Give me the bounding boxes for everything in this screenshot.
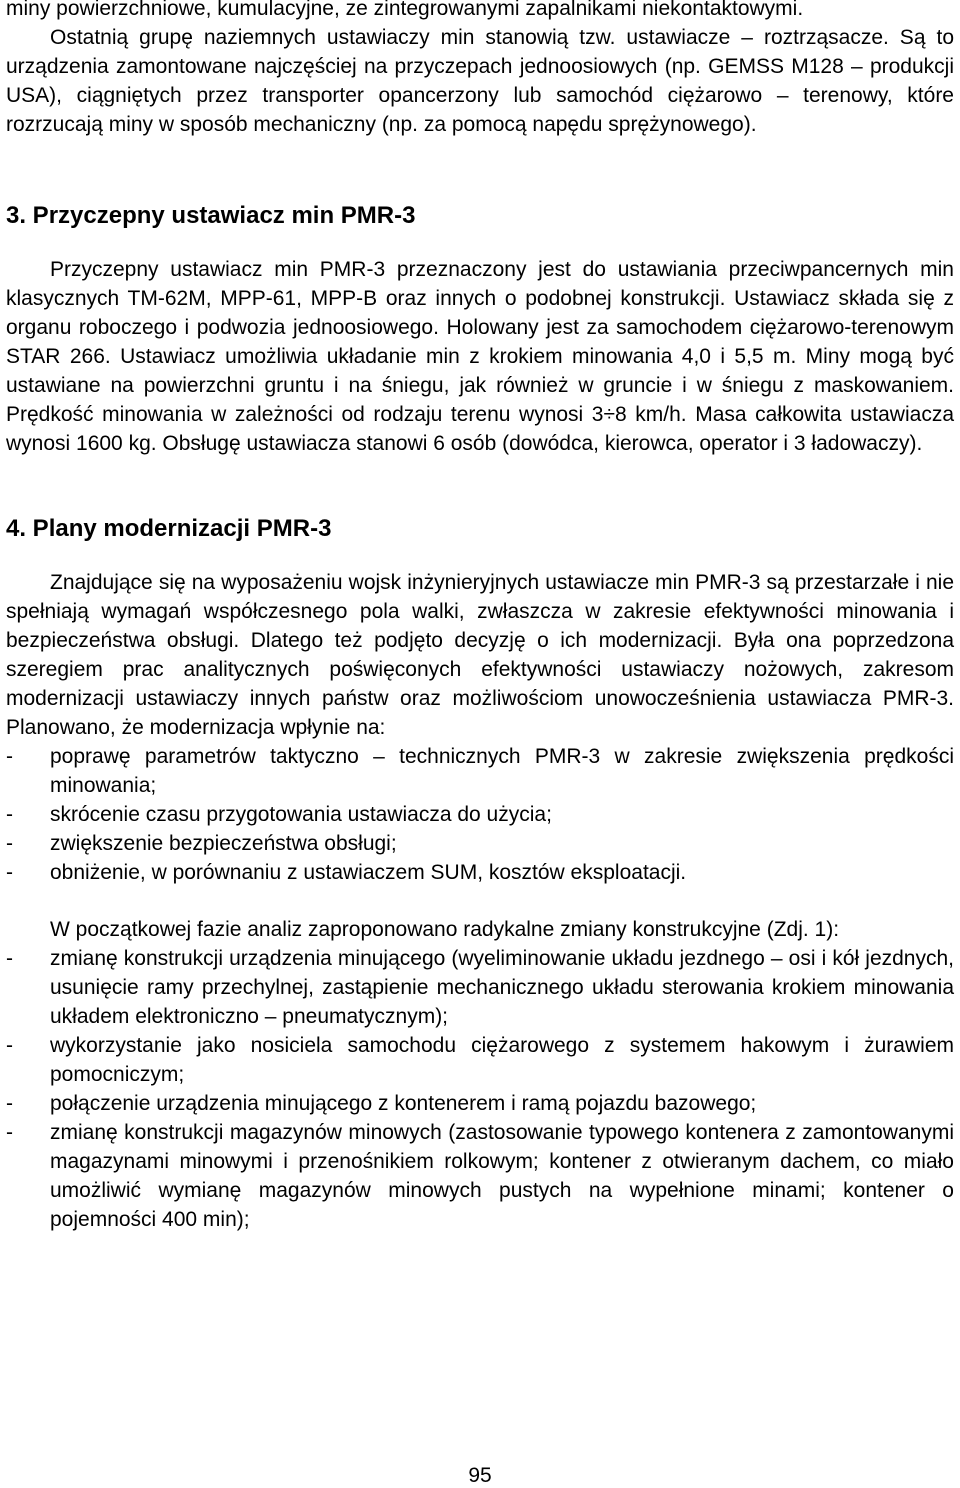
section-3-heading: 3. Przyczepny ustawiacz min PMR-3 <box>6 202 416 229</box>
list-item <box>6 742 954 800</box>
list-item <box>6 1118 954 1234</box>
dash-bullet: - <box>6 745 13 768</box>
section-4-paragraph-2: W początkowej fazie analiz zaproponowano radykalne zmiany konstrukcyjne (Zdj. 1): <box>50 918 840 941</box>
list-item-text: zmianę konstrukcji magazynów minowych (zastosowanie typowego kontenera z zamontowanymi magazynami minowymi i przenośnikiem rolkowym; kontener z otwieranym dachem, co miało umożliwić wymianę magazynów minowych pustych na wypełnione minami; kontener o pojemności 400 min); <box>50 1121 954 1231</box>
list-item-text: zwiększenie bezpieczeństwa obsługi; <box>50 832 397 855</box>
list-item-text: zmianę konstrukcji urządzenia minującego (wyeliminowanie układu jezdnego – osi i kół jezdnych, usunięcie ramy przechylnej, zastąpienie mechanicznego układu sterowania krokiem minowania układem elektroniczno – pneumatycznym); <box>50 947 954 1028</box>
intro-block <box>6 0 954 139</box>
list-item <box>6 1089 954 1118</box>
spacer <box>6 887 954 915</box>
section-3-paragraph: Przyczepny ustawiacz min PMR-3 przeznaczony jest do ustawiania przeciwpancernych min klasycznych TM-62M, MPP-61, MPP-B oraz innych o podobnej konstrukcji. Ustawiacz składa się z organu roboczego i podwozia jednoosiowego. Holowany jest za samochodem ciężarowo-terenowym STAR 266. Ustawiacz umożliwia układanie min z krokiem minowania 4,0 i 5,5 m. Miny mogą być ustawiane na powierzchni gruntu i na śniegu, jak również w gruncie i w śniegu z maskowaniem. Prędkość minowania w zależności od rodzaju terenu wynosi 3÷8 km/h. Masa całkowita ustawiacza wynosi 1600 kg. Obsługę ustawiacza stanowi 6 osób (dowódca, kierowca, operator i 3 ładowaczy). <box>6 258 954 455</box>
page-number: 95 <box>468 1464 492 1487</box>
dash-bullet: - <box>6 803 13 826</box>
list-item-text: skrócenie czasu przygotowania ustawiacza do użycia; <box>50 803 552 826</box>
list-item-text: obniżenie, w porównaniu z ustawiaczem SUM, kosztów eksploatacji. <box>50 861 687 884</box>
section-4-heading: 4. Plany modernizacji PMR-3 <box>6 515 332 542</box>
dash-bullet: - <box>6 861 13 884</box>
section-4-paragraph-1: Znajdujące się na wyposażeniu wojsk inżynieryjnych ustawiacze min PMR-3 są przestarzałe i nie spełniają wymagań współczesnego pola walki, zwłaszcza w zakresie efektywności minowania i bezpieczeństwa obsługi. Dlatego też podjęto decyzję o ich modernizacji. Była ona poprzedzona szeregiem prac analitycznych poświęconych efektywności ustawiaczy nożowych, zakresom modernizacji ustawiaczy innych państw oraz możliwościom unowocześnienia ustawiacza PMR-3. Planowano, że modernizacja wpłynie na: <box>6 571 954 739</box>
intro-paragraph: Ostatnią grupę naziemnych ustawiaczy min stanowią tzw. ustawiacze – roztrząsacze. Są to urządzenia zamontowane najczęściej na przyczepach jednoosiowych (np. GEMSS M128 – produkcji USA), ciągniętych przez transporter opancerzony lub samochód ciężarowo – terenowy, które rozrzucają miny w sposób mechaniczny (np. za pomocą napędu sprężynowego). <box>6 26 954 136</box>
list-item-text: połączenie urządzenia minującego z kontenerem i ramą pojazdu bazowego; <box>50 1092 757 1115</box>
list-item-text: wykorzystanie jako nosiciela samochodu ciężarowego z systemem hakowym i żurawiem pomocniczym; <box>50 1034 954 1086</box>
dash-bullet: - <box>6 1034 13 1057</box>
list-item <box>6 944 954 1031</box>
construction-changes-list <box>6 944 954 1234</box>
list-item <box>6 858 954 887</box>
list-item <box>6 829 954 858</box>
list-item-text: poprawę parametrów taktyczno – technicznych PMR-3 w zakresie zwiększenia prędkości minowania; <box>50 745 954 797</box>
list-item <box>6 800 954 829</box>
list-item <box>6 1031 954 1089</box>
dash-bullet: - <box>6 832 13 855</box>
modernization-goals-list <box>6 742 954 887</box>
dash-bullet: - <box>6 1121 13 1144</box>
intro-line: miny powierzchniowe, kumulacyjne, ze zintegrowanymi zapalnikami niekontaktowymi. <box>6 0 804 20</box>
dash-bullet: - <box>6 947 13 970</box>
dash-bullet: - <box>6 1092 13 1115</box>
